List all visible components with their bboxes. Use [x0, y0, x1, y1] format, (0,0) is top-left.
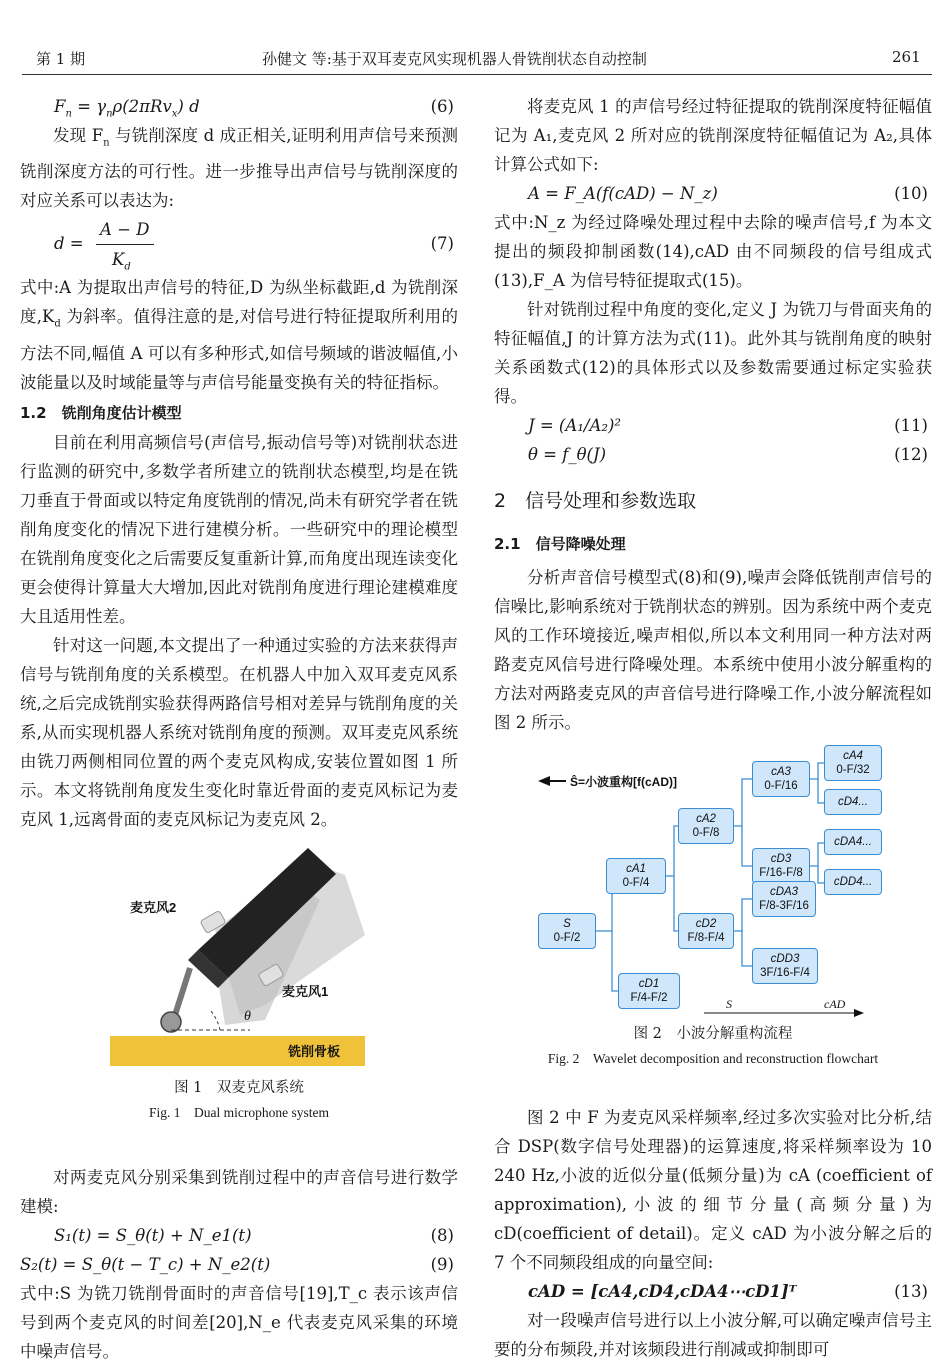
- label-plate: 铣削骨板: [288, 1043, 341, 1059]
- node-cd4: cD4...: [824, 789, 882, 815]
- label-mic2: 麦克风2: [130, 899, 177, 915]
- axis-label-s: S: [726, 997, 732, 1011]
- paragraph: 针对这一问题,本文提出了一种通过实验的方法来获得声信号与铣削角度的关系模型。在机器人中加入双耳麦克风系统,之后完成铣削实验获得两路信号相对差异与铣削角度的关系,从而实现机器人系统对铣削角度的预测。双耳麦克风系统由铣刀两侧相同位置的两个麦克风构成,安装位置如图 1 所示。本文将铣削角度发生变化时靠近骨面的麦克风标记为麦克风 1,远离骨面的麦克风标记为麦克风 2。: [20, 635, 458, 829]
- node-cdd3: cDD3 3F/16-F/4: [752, 948, 818, 984]
- page-number: 261: [892, 48, 921, 66]
- paragraph: 将麦克风 1 的声信号经过特征提取的铣削深度特征幅值记为 A₁,麦克风 2 所对应的铣削深度特征幅值记为 A₂,具体计算公式如下:: [494, 97, 932, 174]
- equation-12: θ = f_θ(J) (12): [528, 445, 928, 464]
- section-heading-2: 2 信号处理和参数选取: [494, 490, 697, 512]
- figure-2-caption-cn: 图 2 小波分解重构流程: [633, 1026, 793, 1042]
- node-ca2: cA2 0-F/8: [678, 808, 734, 844]
- node-ca3: cA3 0-F/16: [752, 761, 810, 797]
- paragraph: 式中:A 为提取出声信号的特征,D 为纵坐标截距,d 为铣削深度$,K_d$ 为斜率。值得注意的是,对信号进行特征提取所利用的方法不同,幅值 A 可以有多种形式,如信号频域的谐波幅值,小波能量以及时域能量等与声信号能量变换有关的特征指标。: [20, 278, 458, 392]
- dual-microphone-illustration: [20, 840, 458, 1075]
- equation-6: $F_n = \gamma_n\rho(2\pi Rv_x)$ d (6): [54, 97, 454, 120]
- paragraph: 式中:N_z 为经过降噪处理过程中去除的噪声信号,f 为本文提出的频段抑制函数(14),cAD 由不同频段的信号组成式(13),F_A 为信号特征提取式(15)。: [494, 213, 932, 290]
- reconstruction-label: Ŝ=小波重构[f(cAD)]: [570, 775, 677, 789]
- paragraph: 对一段噪声信号进行以上小波分解,可以确定噪声信号主要的分布频段,并对该频段进行削减或抑制即可: [494, 1311, 932, 1359]
- node-cd3: cD3 F/16-F/8: [752, 848, 810, 884]
- paragraph: 发现 $F_n$ 与铣削深度 d 成正相关,证明利用声信号来预测铣削深度方法的可行性。进一步推导出声信号与铣削深度的对应关系可以表达为:: [20, 126, 458, 211]
- equation-13: cAD = [cA4,cD4,cDA4⋯cD1]ᵀ (13): [528, 1282, 928, 1301]
- equation-10: A = F_A(f(cAD) − N_z) (10): [528, 184, 928, 203]
- right-column: [494, 92, 932, 1364]
- equation-11: J = (A₁/A₂)² (11): [528, 416, 928, 435]
- paragraph: 针对铣削过程中角度的变化,定义 J 为铣刀与骨面夹角的特征幅值,J 的计算方法为式(11)。此外其与铣削角度的映射关系函数式(12)的具体形式以及参数需要通过标定实验获得。: [494, 300, 932, 406]
- paragraph: 对两麦克风分别采集到铣削过程中的声音信号进行数学建模:: [20, 1167, 458, 1216]
- paragraph: 分析声音信号模型式(8)和(9),噪声会降低铣削声信号的信噪比,影响系统对于铣削状态的辨别。因为系统中两个麦克风的工作环境接近,噪声相似,所以本文利用同一种方法对两路麦克风信号进行降噪处理。本系统中使用小波分解重构的方法对两路麦克风的声音信号进行降噪工作,小波分解流程如图 2 所示。: [494, 568, 932, 732]
- paragraph: 图 2 中 F 为麦克风采样频率,经过多次实验对比分析,结合 DSP(数字信号处理器)的运算速度,将采样频率设为 10 240 Hz,小波的近似分量(低频分量)为 cA (coefficient of approximation),小波的细节分量(高频分量)为 cD(coefficient of detail)。定义 cAD 为小波分解之后的 7 个不同频段组成的向量空间:: [494, 1108, 932, 1272]
- node-ca4: cA4 0-F/32: [824, 745, 882, 781]
- equation-9: S₂(t) = S_θ(t − T_c) + N_e2(t) (9): [20, 1254, 454, 1274]
- node-s: S 0-F/2: [538, 913, 596, 949]
- label-mic1: 麦克风1: [282, 983, 329, 999]
- node-cd2: cD2 F/8-F/4: [678, 913, 734, 949]
- axis-label-cad: cAD: [824, 997, 846, 1011]
- figure-1-caption-en: Fig. 1 Dual microphone system: [149, 1104, 329, 1120]
- node-ca1: cA1 0-F/4: [606, 858, 666, 894]
- equation-7: d = A − D $K_d$ (7): [54, 220, 454, 273]
- paragraph: 式中:S 为铣刀铣削骨面时的声音信号[19],T_c 表示该声信号到两个麦克风的时间差[20],N_e 代表麦克风采集的环境中噪声信号。: [20, 1283, 458, 1361]
- issue-label: 第 1 期: [36, 50, 86, 68]
- figure-1-caption-cn: 图 1 双麦克风系统: [174, 1079, 304, 1096]
- paragraph: 目前在利用高频信号(声信号,振动信号等)对铣削状态进行监测的研究中,多数学者所建立的铣削状态模型,均是在铣刀垂直于骨面或以特定角度铣削的情况,尚未有研究学者在铣削角度变化的情况下进行建模分析。一些研究中的理论模型在铣削角度变化之后需要反复重新计算,而角度出现连读变化更会使得计算量大大增加,因此对铣削角度进行理论建模难度大且适用性差。: [20, 432, 458, 626]
- section-heading-2-1: 2.1 信号降噪处理: [494, 535, 626, 553]
- node-cdd4: cDD4...: [824, 869, 882, 895]
- left-column: [20, 92, 458, 1366]
- running-title: 孙健文 等:基于双耳麦克风实现机器人骨铣削状态自动控制: [262, 50, 647, 68]
- header-rule: [22, 74, 932, 75]
- node-cda3: cDA3 F/8-3F/16: [752, 881, 816, 917]
- node-cd1: cD1 F/4-F/2: [618, 973, 680, 1009]
- label-theta: θ: [244, 1008, 251, 1024]
- figure-2-caption-en: Fig. 2 Wavelet decomposition and reconstruction flowchart: [547, 1051, 879, 1066]
- running-header: [0, 44, 950, 74]
- figure-1: [20, 840, 458, 1075]
- burr-tip: [161, 1012, 181, 1032]
- equation-8: S₁(t) = S_θ(t) + N_e1(t) (8): [54, 1225, 454, 1245]
- figure-2: [494, 751, 932, 1021]
- cutter-shaft: [175, 968, 190, 1015]
- node-cda4: cDA4...: [824, 829, 882, 855]
- section-heading-1-2: 1.2 铣削角度估计模型: [20, 403, 182, 422]
